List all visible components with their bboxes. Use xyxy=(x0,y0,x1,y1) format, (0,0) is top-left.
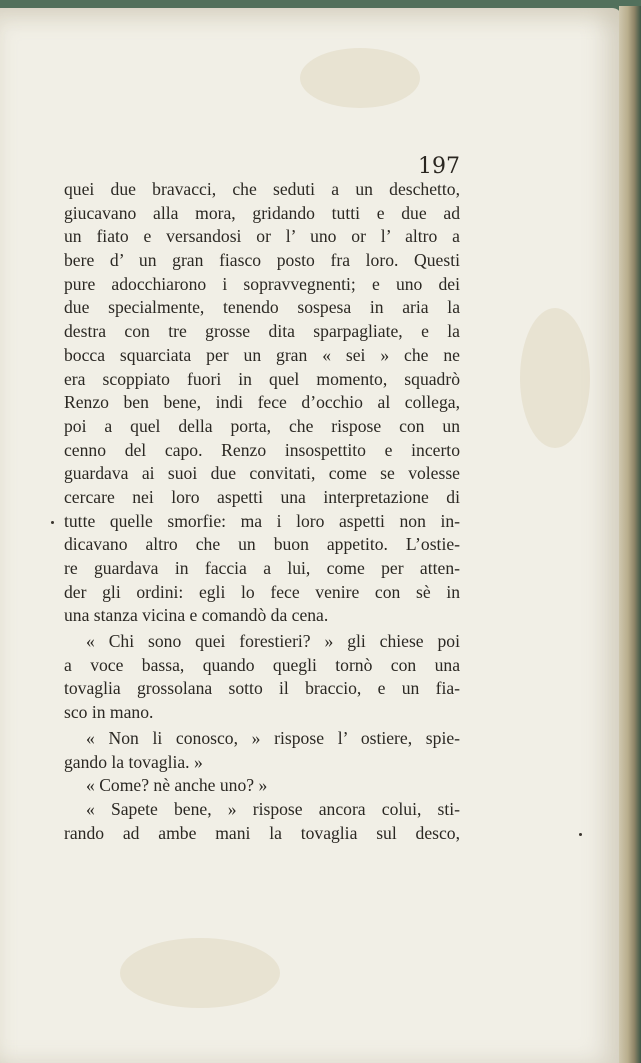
page-edge xyxy=(619,6,641,1063)
text-line: Renzo ben bene, indi fece d’occhio al collega, xyxy=(64,392,460,413)
text-line: rando ad ambe mani la tovaglia sul desco, xyxy=(64,822,460,843)
text-line: « Sapete bene, » rispose ancora colui, sti- xyxy=(86,798,460,819)
text-line: re guardava in faccia a lui, come per atten- xyxy=(64,558,460,578)
paper-stain xyxy=(300,48,420,108)
text-line: giucavano alla mora, gridando tutti e due ad xyxy=(64,202,460,223)
margin-dot xyxy=(51,521,54,524)
text-line: cercare nei loro aspetti una interpretazione di xyxy=(64,486,460,507)
body-text xyxy=(64,178,460,845)
text-line: « Non li conosco, » rispose l’ ostiere, spie- xyxy=(86,727,460,748)
text-line: bere d’ un gran fiasco posto fra loro. Questi xyxy=(64,250,460,271)
text-line: a voce bassa, quando quegli tornò con una xyxy=(64,654,460,675)
text-line: dicavano altro che un buon appetito. L’ostie- xyxy=(64,534,460,555)
paper-stain xyxy=(520,308,590,448)
text-line: due specialmente, tenendo sospesa in aria la xyxy=(64,297,460,318)
text-line: cenno del capo. Renzo insospettito e incerto xyxy=(64,439,460,460)
margin-dot xyxy=(579,833,582,836)
text-line: « Chi sono quei forestieri? » gli chiese poi xyxy=(86,631,460,652)
book-page xyxy=(0,8,622,1063)
text-line: sco in mano. xyxy=(64,702,154,723)
text-line: tovaglia grossolana sotto il braccio, e un fia- xyxy=(64,678,460,699)
text-line: tutte quelle smorfie: ma i loro aspetti non in- xyxy=(64,510,460,531)
text-line: pure adocchiarono i sopravvegnenti; e uno dei xyxy=(64,273,460,294)
paper-stain xyxy=(120,938,280,1008)
page-number: 197 xyxy=(418,154,460,179)
text-line: era scoppiato fuori in quel momento, squadrò xyxy=(64,368,460,389)
text-line: destra con tre grosse dita sparpagliate, e la xyxy=(64,321,460,342)
text-line: der gli ordini: egli lo fece venire con sè in xyxy=(64,581,460,602)
text-line: quei due bravacci, che seduti a un deschetto, xyxy=(64,179,460,199)
text-line: « Come? nè anche uno? » xyxy=(86,775,268,796)
text-line: una stanza vicina e comandò da cena. xyxy=(64,605,329,626)
text-line: bocca squarciata per un gran « sei » che ne xyxy=(64,344,460,365)
text-line: un fiato e versandosi or l’ uno or l’ altro a xyxy=(64,226,460,247)
text-line: guardava ai suoi due convitati, come se volesse xyxy=(64,463,460,484)
text-line: gando la tovaglia. » xyxy=(64,751,203,772)
text-line: poi a quel della porta, che rispose con un xyxy=(64,415,460,436)
